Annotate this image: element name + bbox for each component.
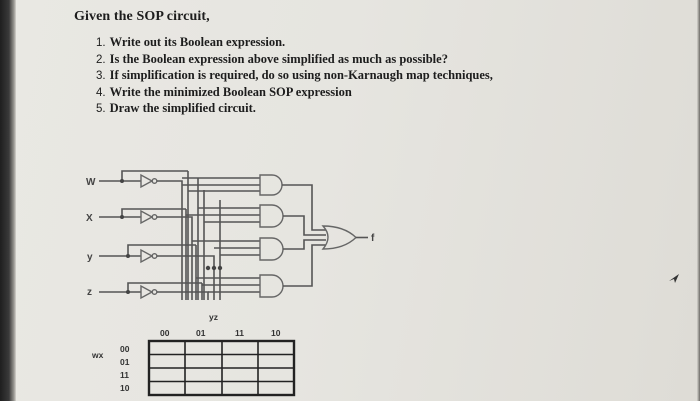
kmap-row-header: 01	[120, 357, 130, 367]
step-item: 5. Draw the simplified circuit.	[96, 101, 256, 115]
input-label-y: y	[87, 252, 93, 263]
kmap-col-header: 11	[235, 328, 244, 338]
and-input-wires	[182, 178, 260, 292]
and-to-or-wires	[282, 185, 326, 286]
step-item: 1. Write out its Boolean expression.	[96, 35, 286, 49]
and-gates	[260, 175, 283, 297]
kmap-row-header: 00	[120, 344, 130, 354]
kmap-row-header: 11	[120, 370, 129, 380]
question-heading: Given the SOP circuit,	[74, 9, 210, 24]
input-label-w: W	[86, 177, 96, 188]
kmap-row-var: wx	[92, 350, 104, 360]
karnaugh-map	[91, 312, 294, 395]
input-label-z: z	[87, 287, 92, 298]
kmap-grid-lines	[149, 341, 294, 395]
kmap-col-header: 00	[160, 328, 170, 338]
step-item: 4. Write the minimized Boolean SOP expression	[96, 84, 352, 99]
input-label-x: X	[86, 213, 93, 224]
or-gate	[323, 226, 356, 249]
junction-dots	[120, 179, 222, 294]
kmap-row-header: 10	[120, 383, 130, 393]
kmap-column-var: yz	[209, 312, 218, 322]
mouse-cursor-icon	[667, 271, 681, 285]
kmap-col-header: 01	[196, 328, 206, 338]
not-gates	[141, 175, 157, 298]
step-item: 3. If simplification is required, do so using non-Karnaugh map techniques,	[96, 68, 493, 82]
kmap-col-header: 10	[271, 328, 281, 338]
output-label: f	[371, 233, 375, 244]
step-item: 2. Is the Boolean expression above simplified as much as possible?	[96, 51, 448, 66]
